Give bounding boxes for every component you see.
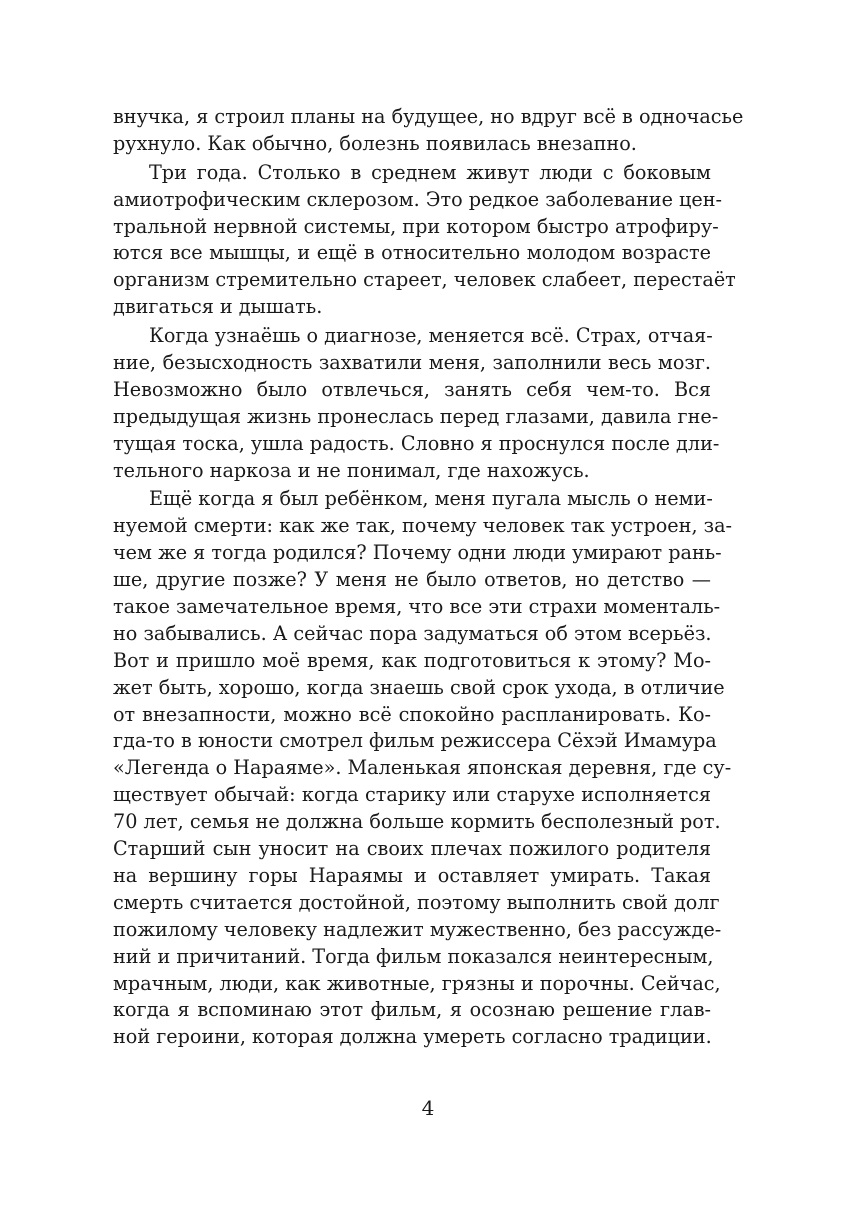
- text-line: Невозможно было отвлечься, занять себя чем-то. Вся: [113, 377, 711, 401]
- text-line: смерть считается достойной, поэтому выполнить свой долг: [113, 890, 720, 914]
- text-line: «Легенда о Нараяме». Маленькая японская деревня, где су-: [113, 756, 732, 780]
- text-line: организм стремительно стареет, человек слабеет, перестаёт: [113, 268, 736, 292]
- text-line: мрачным, люди, как животные, грязны и порочны. Сейчас,: [113, 971, 721, 995]
- text-line: ются все мышцы, и ещё в относительно молодом возрасте: [113, 241, 711, 265]
- text-line: ществует обычай: когда старику или старухе исполняется: [113, 783, 711, 807]
- text-line: 70 лет, семья не должна больше кормить бесполезный рот.: [113, 810, 721, 834]
- text-line: ной героини, которая должна умереть согласно традиции.: [113, 1025, 712, 1049]
- text-line: но забывались. А сейчас пора задуматься об этом всерьёз.: [113, 621, 712, 645]
- book-page-text: [113, 104, 744, 1051]
- text-line: Три года. Столько в среднем живут люди с боковым: [149, 160, 711, 184]
- text-line: внучка, я строил планы на будущее, но вдруг всё в одночасье: [113, 105, 744, 128]
- text-line: тельного наркоза и не понимал, где нахожусь.: [113, 458, 590, 482]
- text-line: пожилому человеку надлежит мужественно, без рассужде-: [113, 917, 722, 941]
- text-line: нуемой смерти: как же так, почему человек так устроен, за-: [113, 514, 733, 538]
- text-line: ний и причитаний. Тогда фильм показался неинтересным,: [113, 944, 714, 968]
- text-line: на вершину горы Нараямы и оставляет умирать. Такая: [113, 863, 711, 887]
- text-line: ние, безысходность захватили меня, заполнили весь мозг.: [113, 351, 711, 375]
- paragraph: [113, 486, 733, 1051]
- text-line: Старший сын уносит на своих плечах пожилого родителя: [113, 837, 711, 861]
- text-line: тральной нервной системы, при котором быстро атрофиру-: [113, 214, 719, 238]
- text-line: амиотрофическим склерозом. Это редкое заболевание цен-: [113, 187, 722, 211]
- text-line: когда я вспоминаю этот фильм, я осознаю решение глав-: [113, 998, 711, 1022]
- text-line: предыдущая жизнь пронеслась перед глазами, давила гне-: [113, 404, 719, 428]
- text-line: от внезапности, можно всё спокойно распланировать. Ко-: [113, 702, 711, 726]
- text-line: такое замечательное время, что все эти страхи моменталь-: [113, 595, 721, 619]
- text-line: жет быть, хорошо, когда знаешь свой срок ухода, в отличие: [113, 675, 725, 699]
- text-line: Ещё когда я был ребёнком, меня пугала мысль о неми-: [149, 487, 713, 511]
- text-line: тущая тоска, ушла радость. Словно я проснулся после дли-: [113, 431, 720, 455]
- text-line: Вот и пришло моё время, как подготовиться к этому? Мо-: [113, 648, 711, 672]
- paragraph: [113, 160, 736, 321]
- page-number: 4: [421, 1096, 435, 1120]
- text-line: двигаться и дышать.: [113, 295, 323, 319]
- text-line: чем же я тогда родился? Почему одни люди умирают рань-: [113, 541, 722, 565]
- paragraph: [113, 104, 744, 158]
- text-line: рухнуло. Как обычно, болезнь появилась внезапно.: [113, 131, 637, 155]
- paragraph: [113, 323, 720, 484]
- text-line: гда-то в юности смотрел фильм режиссера Сёхэй Имамура: [113, 729, 717, 753]
- text-line: ше, другие позже? У меня не было ответов, но детство —: [113, 568, 711, 592]
- text-line: Когда узнаёшь о диагнозе, меняется всё. Страх, отчая-: [149, 324, 713, 348]
